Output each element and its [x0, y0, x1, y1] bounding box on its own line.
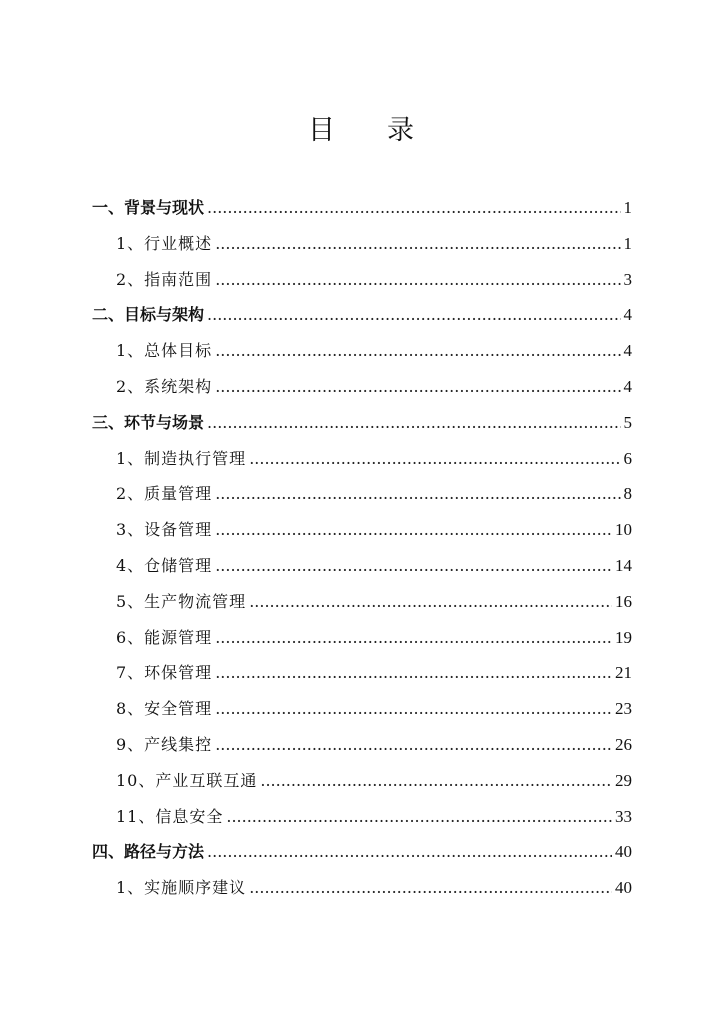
toc-entry-label: 6、能源管理: [116, 627, 213, 647]
toc-entry[interactable]: [92, 512, 632, 548]
toc-entry-page: 8: [623, 484, 632, 504]
toc-entry-page: 29: [615, 770, 632, 790]
toc-entry-page: 19: [615, 627, 632, 647]
toc-leader-dots: [249, 441, 620, 477]
toc-entry[interactable]: [92, 476, 632, 512]
toc-entry[interactable]: [92, 441, 632, 477]
toc-entry-page: 26: [615, 734, 632, 754]
toc-entry-page: 3: [623, 269, 632, 289]
toc-entry-label: 5、生产物流管理: [116, 591, 247, 611]
toc-entry[interactable]: [92, 834, 632, 870]
toc-leader-dots: [215, 727, 612, 763]
toc-entry-label: 11、信息安全: [116, 806, 224, 826]
toc-entry[interactable]: [92, 333, 632, 369]
toc-entry-label: 10、产业互联互通: [116, 770, 258, 790]
toc-leader-dots: [226, 799, 612, 835]
toc-entry[interactable]: [92, 870, 632, 906]
toc-leader-dots: [215, 226, 620, 262]
toc-entry-page: 21: [615, 663, 632, 683]
toc-entry-label: 2、指南范围: [116, 269, 213, 289]
toc-leader-dots: [215, 548, 612, 584]
toc-entry[interactable]: [92, 548, 632, 584]
toc-entry-label: 四、路径与方法: [92, 842, 205, 862]
toc-entry-label: 1、总体目标: [116, 341, 213, 361]
toc-leader-dots: [215, 333, 620, 369]
toc-entry[interactable]: [92, 262, 632, 298]
toc-entry-label: 1、行业概述: [116, 233, 213, 253]
toc-entry-page: 1: [623, 198, 632, 217]
toc-entry-page: 6: [623, 448, 632, 468]
toc-entry-label: 1、实施顺序建议: [116, 878, 247, 898]
toc-entry-page: 1: [623, 233, 632, 253]
toc-entry[interactable]: [92, 727, 632, 763]
toc-entry-label: 8、安全管理: [116, 699, 213, 719]
toc-entry-page: 5: [623, 412, 632, 432]
toc-entry[interactable]: [92, 226, 632, 262]
toc-leader-dots: [207, 297, 620, 333]
toc-leader-dots: [207, 405, 620, 441]
toc-entry-label: 2、系统架构: [116, 376, 213, 396]
toc-leader-dots: [215, 620, 612, 656]
toc-leader-dots: [215, 691, 612, 727]
toc-entry[interactable]: [92, 584, 632, 620]
toc-entry-label: 4、仓储管理: [116, 555, 213, 575]
toc-entry-page: 10: [615, 520, 632, 540]
toc-entry-label: 1、制造执行管理: [116, 448, 247, 468]
toc-entry-label: 9、产线集控: [116, 734, 213, 754]
toc-entry-page: 40: [615, 842, 632, 862]
toc-entry-page: 33: [615, 806, 632, 826]
toc-entry[interactable]: [92, 620, 632, 656]
toc-leader-dots: [207, 834, 612, 870]
toc-entry-page: 40: [615, 878, 632, 898]
toc-entry[interactable]: [92, 799, 632, 835]
toc-entry[interactable]: [92, 297, 632, 333]
toc-entry-label: 3、设备管理: [116, 520, 213, 540]
toc-leader-dots: [215, 655, 612, 691]
toc-entry[interactable]: [92, 655, 632, 691]
toc-entry-label: 一、背景与现状: [92, 198, 205, 217]
toc-entry[interactable]: [92, 763, 632, 799]
toc-entry-page: 23: [615, 699, 632, 719]
toc-entry[interactable]: [92, 691, 632, 727]
toc-leader-dots: [207, 190, 620, 226]
toc-leader-dots: [249, 870, 612, 906]
toc-entry-label: 三、环节与场景: [92, 412, 205, 432]
toc-leader-dots: [249, 584, 612, 620]
toc-entry-label: 7、环保管理: [116, 663, 213, 683]
toc-leader-dots: [215, 262, 620, 298]
toc-entry-page: 4: [623, 376, 632, 396]
toc-entry-label: 2、质量管理: [116, 484, 213, 504]
toc-leader-dots: [260, 763, 612, 799]
toc-entry[interactable]: [92, 369, 632, 405]
toc-leader-dots: [215, 476, 620, 512]
page-title: [0, 113, 724, 149]
table-of-contents: [92, 190, 632, 906]
title-char-1: 目: [308, 115, 337, 146]
toc-leader-dots: [215, 369, 620, 405]
toc-leader-dots: [215, 512, 612, 548]
toc-entry[interactable]: [92, 405, 632, 441]
toc-entry-page: 4: [623, 341, 632, 361]
toc-entry-page: 14: [615, 555, 632, 575]
toc-entry-page: 4: [623, 305, 632, 325]
toc-entry[interactable]: [92, 190, 632, 226]
title-char-2: 录: [387, 115, 416, 146]
toc-entry-label: 二、目标与架构: [92, 305, 205, 325]
toc-entry-page: 16: [615, 591, 632, 611]
